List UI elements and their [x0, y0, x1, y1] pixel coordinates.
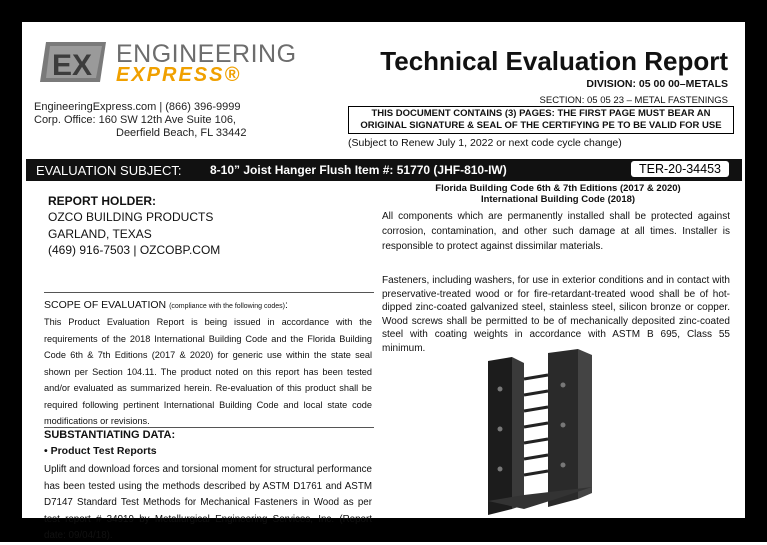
holder-location: GARLAND, TEXAS — [48, 227, 152, 241]
subject-label: EVALUATION SUBJECT: — [36, 163, 182, 178]
logo-text: EX — [52, 49, 93, 82]
scope-heading-colon: : — [285, 299, 288, 311]
corrosion-paragraph: All components which are permanently installed shall be protected against corrosion, contamination, and other such damage at all times. Installer is responsible to protect against dissimilar materials. — [382, 211, 730, 252]
subject-value: 8-10” Joist Hanger Flush Item #: 51770 (JHF-810-IW) — [210, 163, 507, 177]
codes-line-2: International Building Code (2018) — [480, 194, 636, 205]
validity-notice — [348, 106, 734, 134]
renewal-note: (Subject to Renew July 1, 2022 or next code cycle change) — [348, 137, 622, 149]
holder-company: OZCO BUILDING PRODUCTS — [48, 210, 214, 224]
contact-web-phone: EngineeringExpress.com | (866) 396-9999 — [34, 101, 241, 113]
brand-sub-name: EXPRESS® — [116, 64, 242, 86]
product-test-reports-text: Uplift and download forces and torsional moment for structural performance has been tested using the methods described by ASTM D1761 and ASTM D7147 Standard Test Methods for Mechanical Fasteners in Wood as per test report # 34919 by Metallurgical Engineering Services, Inc. (Report date: 09/04/18). — [44, 464, 372, 541]
contact-address-2: Deerfield Beach, FL 33442 — [116, 127, 247, 139]
document-page — [26, 26, 742, 541]
substantiating-heading: SUBSTANTIATING DATA: — [44, 429, 176, 441]
page-title: Technical Evaluation Report — [380, 46, 728, 76]
codes-heading — [388, 183, 728, 205]
brand-name: ENGINEERING — [116, 40, 297, 68]
evaluation-subject-bar — [26, 159, 742, 181]
engineering-express-logo-icon — [38, 38, 110, 86]
contact-block — [34, 101, 246, 140]
holder-contact: (469) 916-7503 | OZCOBP.COM — [48, 243, 221, 257]
scope-heading-text: SCOPE OF EVALUATION — [44, 299, 167, 311]
section-label: SECTION: 05 05 23 – METAL FASTENINGS — [539, 95, 728, 106]
ter-number-badge: TER-20-34453 — [631, 161, 729, 177]
scope-heading — [44, 299, 288, 311]
codes-line-1: Florida Building Code 6th & 7th Editions (2017 & 2020) — [435, 183, 681, 194]
frame-border-left — [0, 0, 22, 542]
notice-line-2: ORIGINAL SIGNATURE & SEAL OF THE CERTIFYING PE TO BE VALID FOR USE — [360, 120, 722, 131]
notice-line-1: THIS DOCUMENT CONTAINS (3) PAGES: THE FIRST PAGE MUST BEAR AN — [371, 108, 711, 119]
divider — [44, 292, 374, 293]
fasteners-paragraph: Fasteners, including washers, for use in exterior conditions and in contact with preservative-treated wood or for fire-retardant-treated wood shall be of hot-dipped zinc-coated galvanized steel, stainless steel, silicon bronze or copper. Wood screws shall be permitted to be of mechanically deposited zinc-coated steel with coating weights in accordance with ASTM B 695, Class 55 minimum. — [382, 275, 730, 354]
joist-hanger-image — [466, 349, 606, 518]
product-test-reports-heading: • Product Test Reports — [44, 445, 157, 457]
frame-border-top — [0, 0, 767, 22]
frame-border-right — [745, 0, 767, 542]
contact-address-1: Corp. Office: 160 SW 12th Ave Suite 106, — [34, 114, 236, 126]
scope-heading-note: (compliance with the following codes) — [169, 303, 286, 310]
scope-text: This Product Evaluation Report is being issued in accordance with the requirements of the 2018 International Building Code and the Florida Building Code 6th & 7th Editions (2017 & 2020) for generic use within the state seal shown per Section 104.11. The product noted on this report has been tested and/or evaluated as summarized herein. Re-evaluation of this product shall be required following pertinent International Building Code and local state code modifications or revisions. — [44, 317, 372, 426]
report-holder-heading: REPORT HOLDER: — [48, 194, 156, 208]
divider — [44, 427, 374, 428]
division-label: DIVISION: 05 00 00–METALS — [586, 78, 728, 90]
